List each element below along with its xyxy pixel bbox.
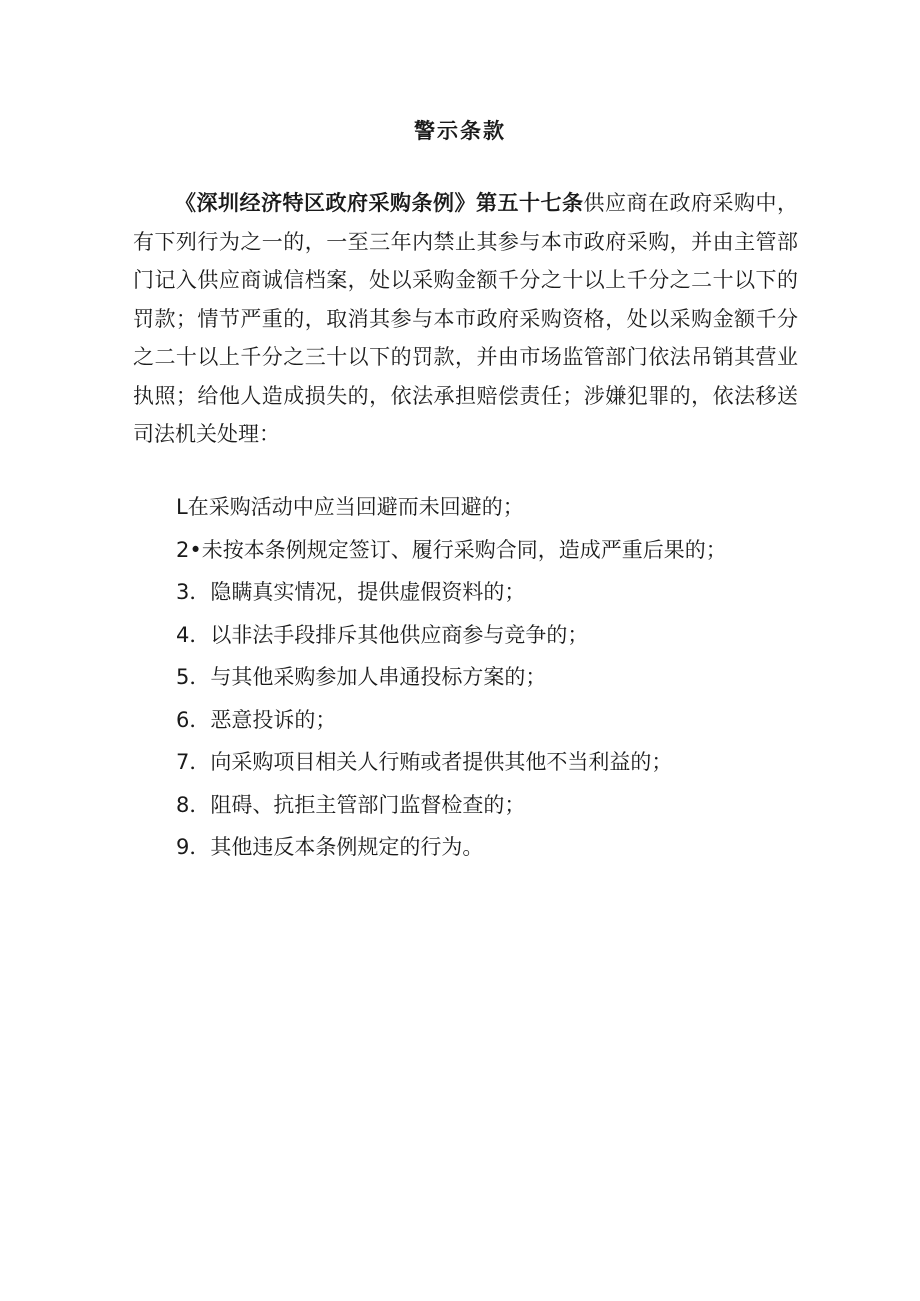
list-item: 6．恶意投诉的； — [176, 707, 337, 732]
list-item: 2•未按本条例规定签订、履行采购合同，造成严重后果的； — [176, 537, 727, 562]
violation-list — [176, 486, 727, 869]
list-item: 7．向采购项目相关人行贿或者提供其他不当利益的； — [176, 750, 673, 774]
article-paragraph — [133, 184, 798, 454]
list-item: 9．其他违反本条例规定的行为。 — [176, 835, 484, 859]
list-item: L在采购活动中应当回避而未回避的； — [176, 495, 524, 519]
list-item: 4．以非法手段排斥其他供应商参与竞争的； — [176, 622, 589, 647]
article-lead: 《深圳经济特区政府采购条例》第五十七条 — [175, 191, 584, 215]
article-body: 供应商在政府采购中，有下列行为之一的，一至三年内禁止其参与本市政府采购，并由主管部门记入供应商诚信档案，处以采购金额千分之十以上千分之二十以下的罚款；情节严重的，取消其参与本市政府采购资格，处以采购金额千分之二十以上千分之三十以下的罚款，并由市场监管部门依法吊销其营业执照；给他人造成损失的，依法承担赔偿责任；涉嫌犯罪的，依法移送司法机关处理： — [133, 191, 798, 446]
list-item: 8．阻碍、抗拒主管部门监督检查的； — [176, 792, 526, 817]
list-item: 3．隐瞒真实情况，提供虚假资料的； — [176, 580, 526, 604]
document-title: 警示条款 — [414, 119, 506, 143]
list-item: 5．与其他采购参加人串通投标方案的； — [176, 665, 547, 689]
